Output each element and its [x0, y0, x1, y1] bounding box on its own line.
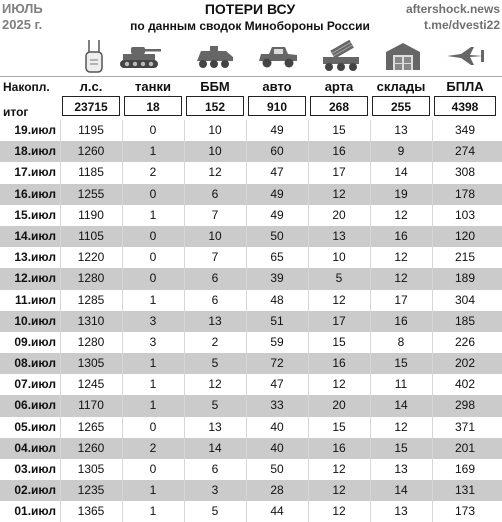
- cell-vehicles: 40: [270, 440, 284, 455]
- row-date: 13.июл: [14, 250, 56, 265]
- cell-uav: 304: [454, 292, 476, 307]
- cell-uav: 131: [454, 483, 476, 498]
- column-divider: [60, 120, 61, 522]
- table-row: [0, 374, 502, 395]
- cell-depots: 12: [394, 250, 408, 265]
- cell-personnel: 1365: [77, 504, 105, 519]
- total-afv: 152: [186, 96, 244, 116]
- cell-depots: 12: [394, 207, 408, 222]
- cell-personnel: 1260: [77, 440, 105, 455]
- row-date: 09.июл: [14, 334, 56, 349]
- column-header-depots: склады: [376, 79, 426, 94]
- cell-afv: 6: [211, 271, 219, 286]
- cell-depots: 15: [394, 356, 408, 371]
- cell-artillery: 12: [332, 377, 346, 392]
- column-headers: [0, 78, 502, 96]
- table-row: [0, 141, 502, 162]
- cell-vehicles: 65: [270, 250, 284, 265]
- header-divider: [0, 76, 502, 77]
- table-row: [0, 268, 502, 289]
- rocket-artillery-icon: [311, 37, 371, 74]
- cell-depots: 19: [394, 186, 408, 201]
- cell-personnel: 1280: [77, 334, 105, 349]
- cell-vehicles: 51: [270, 313, 284, 328]
- cell-vehicles: 49: [270, 207, 284, 222]
- row-date: 02.июл: [14, 483, 56, 498]
- table-row: [0, 247, 502, 268]
- cell-artillery: 12: [332, 292, 346, 307]
- cell-afv: 14: [208, 440, 222, 455]
- cell-tanks: 0: [149, 250, 157, 265]
- cell-vehicles: 44: [270, 504, 284, 519]
- cell-artillery: 20: [332, 398, 346, 413]
- total-depots: 255: [372, 96, 430, 116]
- cell-personnel: 1220: [77, 250, 105, 265]
- cell-afv: 6: [211, 186, 219, 201]
- cell-personnel: 1195: [78, 123, 104, 137]
- row-date: 11.июл: [15, 292, 56, 307]
- row-date: 12.июл: [14, 271, 56, 286]
- cell-uav: 201: [454, 440, 476, 455]
- cell-uav: 371: [454, 419, 476, 434]
- cell-personnel: 1235: [77, 483, 105, 498]
- cell-afv: 10: [208, 123, 222, 137]
- total-artillery: 268: [310, 96, 368, 116]
- cell-personnel: 1105: [78, 228, 104, 243]
- table-row: [0, 459, 502, 480]
- cell-depots: 11: [394, 377, 408, 392]
- total-vehicles: 910: [248, 96, 306, 116]
- source-site: aftershock.news: [405, 2, 500, 16]
- cell-afv: 10: [208, 144, 222, 159]
- table-row: [0, 290, 502, 311]
- cell-uav: 185: [454, 313, 476, 328]
- cell-vehicles: 59: [270, 334, 284, 349]
- title-sub: по данным сводок Минобороны России: [130, 19, 370, 33]
- cell-artillery: 12: [332, 504, 346, 519]
- cell-artillery: 15: [332, 419, 346, 434]
- source-channel: t.me/dvesti22: [423, 18, 500, 32]
- cell-artillery: 13: [332, 228, 346, 243]
- totals-label: итог: [3, 105, 29, 119]
- cell-artillery: 12: [332, 483, 346, 498]
- row-date: 05.июл: [14, 419, 56, 434]
- table-row: [0, 226, 502, 247]
- column-header-uav: БПЛА: [446, 79, 484, 94]
- cell-afv: 10: [208, 228, 222, 243]
- cell-vehicles: 72: [270, 356, 284, 371]
- row-date: 16.июл: [14, 186, 56, 201]
- table-row: [0, 162, 502, 183]
- cell-tanks: 1: [149, 144, 157, 159]
- cell-personnel: 1255: [77, 186, 105, 201]
- table-row: [0, 311, 502, 332]
- cell-uav: 274: [454, 144, 476, 159]
- row-date: 08.июл: [14, 356, 56, 371]
- cell-vehicles: 39: [270, 271, 284, 286]
- cell-afv: 7: [211, 207, 219, 222]
- table-row: [0, 353, 502, 374]
- source-credits: [406, 1, 500, 33]
- cell-artillery: 16: [332, 144, 346, 159]
- header: [0, 0, 502, 36]
- cell-afv: 5: [211, 356, 219, 371]
- cell-uav: 178: [454, 186, 476, 201]
- table-row: [0, 205, 502, 226]
- cell-depots: 14: [394, 165, 408, 180]
- cell-uav: 169: [454, 462, 476, 476]
- category-icons-row: [0, 37, 502, 74]
- cell-uav: 349: [454, 123, 476, 137]
- row-date: 01.июл: [14, 504, 56, 519]
- cell-tanks: 1: [149, 483, 157, 498]
- table-row: [0, 120, 502, 141]
- jeep-icon: [248, 37, 308, 74]
- cell-tanks: 0: [149, 186, 157, 201]
- cell-uav: 215: [454, 250, 476, 265]
- cell-depots: 16: [394, 313, 408, 328]
- cell-afv: 7: [211, 250, 219, 265]
- cell-depots: 13: [394, 504, 408, 519]
- cell-uav: 298: [454, 398, 476, 413]
- cell-vehicles: 60: [270, 144, 284, 159]
- cell-afv: 12: [208, 165, 222, 180]
- row-date: 19.июл: [14, 123, 56, 137]
- row-date: 10.июл: [14, 313, 56, 328]
- cell-tanks: 1: [149, 207, 157, 222]
- cell-depots: 16: [394, 228, 408, 243]
- cell-personnel: 1260: [77, 144, 105, 159]
- cell-tanks: 0: [149, 419, 157, 434]
- cell-depots: 12: [394, 271, 408, 286]
- cell-uav: 120: [454, 228, 476, 243]
- cell-artillery: 20: [332, 207, 346, 222]
- row-date: 07.июл: [14, 377, 56, 392]
- column-divider: [184, 120, 185, 522]
- column-header-artillery: арта: [324, 79, 354, 94]
- cell-depots: 8: [397, 334, 405, 349]
- row-date: 06.июл: [14, 398, 56, 413]
- cell-uav: 226: [454, 334, 476, 349]
- cell-afv: 6: [211, 292, 219, 307]
- cell-tanks: 0: [149, 228, 157, 243]
- column-header-afv: ББМ: [200, 79, 230, 94]
- cell-uav: 402: [454, 377, 476, 392]
- cell-depots: 14: [394, 483, 408, 498]
- cell-personnel: 1285: [77, 292, 105, 307]
- cell-personnel: 1310: [77, 313, 105, 328]
- cell-afv: 3: [211, 483, 219, 498]
- table-row: [0, 480, 502, 501]
- cell-depots: 12: [394, 419, 408, 434]
- column-header-tanks: танки: [135, 79, 171, 94]
- cell-personnel: 1245: [77, 377, 105, 392]
- cell-artillery: 16: [332, 356, 346, 371]
- column-header-cumulative: Накопл.: [3, 80, 50, 94]
- cell-vehicles: 47: [270, 165, 284, 180]
- cell-afv: 6: [211, 462, 219, 476]
- row-date: 17.июл: [14, 165, 56, 180]
- table-row: [0, 417, 502, 438]
- page-title: [90, 1, 410, 34]
- cell-vehicles: 49: [270, 123, 284, 137]
- row-date: 03.июл: [14, 462, 56, 476]
- cell-vehicles: 40: [270, 419, 284, 434]
- cell-afv: 5: [211, 504, 219, 519]
- cell-depots: 17: [394, 292, 408, 307]
- total-tanks: 18: [124, 96, 182, 116]
- cell-vehicles: 49: [270, 186, 284, 201]
- cell-personnel: 1305: [77, 462, 105, 476]
- cell-uav: 173: [454, 504, 476, 519]
- column-divider: [432, 120, 433, 522]
- cell-uav: 189: [454, 271, 476, 286]
- row-date: 15.июл: [14, 207, 56, 222]
- cell-artillery: 17: [332, 313, 346, 328]
- cell-afv: 13: [208, 419, 222, 434]
- cell-tanks: 1: [149, 356, 157, 371]
- cell-tanks: 0: [149, 462, 157, 476]
- cell-tanks: 2: [149, 440, 157, 455]
- cell-depots: 13: [394, 123, 408, 137]
- cell-personnel: 1305: [77, 356, 105, 371]
- cell-artillery: 17: [332, 165, 346, 180]
- total-uav: 4398: [434, 96, 496, 116]
- column-divider: [370, 120, 371, 522]
- cell-depots: 9: [397, 144, 405, 159]
- table-row: [0, 438, 502, 459]
- cell-tanks: 1: [149, 292, 157, 307]
- cell-tanks: 0: [149, 271, 157, 286]
- cell-depots: 15: [394, 440, 408, 455]
- column-header-personnel: л.с.: [79, 79, 103, 94]
- cell-artillery: 15: [332, 334, 346, 349]
- daily-losses-table: [0, 120, 502, 522]
- cell-personnel: 1170: [78, 398, 104, 413]
- row-date: 14.июл: [14, 228, 56, 243]
- cell-artillery: 12: [332, 186, 346, 201]
- cell-artillery: 5: [335, 271, 343, 286]
- cell-uav: 103: [454, 207, 476, 222]
- cell-tanks: 0: [149, 123, 157, 137]
- column-header-vehicles: авто: [262, 79, 292, 94]
- table-row: [0, 501, 502, 522]
- month-year: [2, 1, 62, 33]
- drone-icon: [436, 37, 496, 74]
- apc-icon: [185, 37, 245, 74]
- cell-personnel: 1190: [78, 207, 104, 222]
- table-row: [0, 332, 502, 353]
- column-divider: [308, 120, 309, 522]
- cell-personnel: 1185: [78, 165, 104, 180]
- row-date: 18.июл: [14, 144, 56, 159]
- row-date: 04.июл: [14, 440, 56, 455]
- cell-artillery: 15: [332, 123, 346, 137]
- cell-depots: 13: [394, 462, 408, 476]
- cell-afv: 2: [211, 334, 219, 349]
- cell-tanks: 1: [149, 504, 157, 519]
- cell-artillery: 10: [332, 250, 346, 265]
- cell-vehicles: 50: [270, 462, 284, 476]
- year-label: 2025 г.: [2, 17, 43, 32]
- cell-afv: 12: [208, 377, 222, 392]
- month-label: ИЮЛЬ: [2, 1, 43, 16]
- table-row: [0, 184, 502, 205]
- cell-uav: 308: [454, 165, 476, 180]
- cell-tanks: 1: [149, 398, 157, 413]
- tank-icon: [110, 37, 170, 74]
- totals-row: [0, 96, 502, 118]
- cell-tanks: 1: [149, 377, 157, 392]
- cell-uav: 202: [454, 356, 476, 371]
- cell-personnel: 1265: [77, 419, 105, 434]
- cell-personnel: 1280: [77, 271, 105, 286]
- cell-vehicles: 28: [270, 483, 284, 498]
- table-row: [0, 395, 502, 416]
- column-divider: [246, 120, 247, 522]
- column-divider: [122, 120, 123, 522]
- cell-depots: 14: [394, 398, 408, 413]
- cell-artillery: 12: [332, 462, 346, 476]
- cell-vehicles: 48: [270, 292, 284, 307]
- cell-tanks: 2: [149, 165, 157, 180]
- cell-tanks: 3: [149, 334, 157, 349]
- cell-tanks: 3: [149, 313, 157, 328]
- cell-vehicles: 47: [270, 377, 284, 392]
- warehouse-icon: [373, 37, 433, 74]
- total-personnel: 23715: [62, 96, 120, 116]
- cell-vehicles: 50: [270, 228, 284, 243]
- cell-artillery: 16: [332, 440, 346, 455]
- cell-vehicles: 33: [270, 398, 284, 413]
- title-main: ПОТЕРИ ВСУ: [204, 1, 296, 17]
- cell-afv: 5: [211, 398, 219, 413]
- cell-afv: 13: [208, 313, 222, 328]
